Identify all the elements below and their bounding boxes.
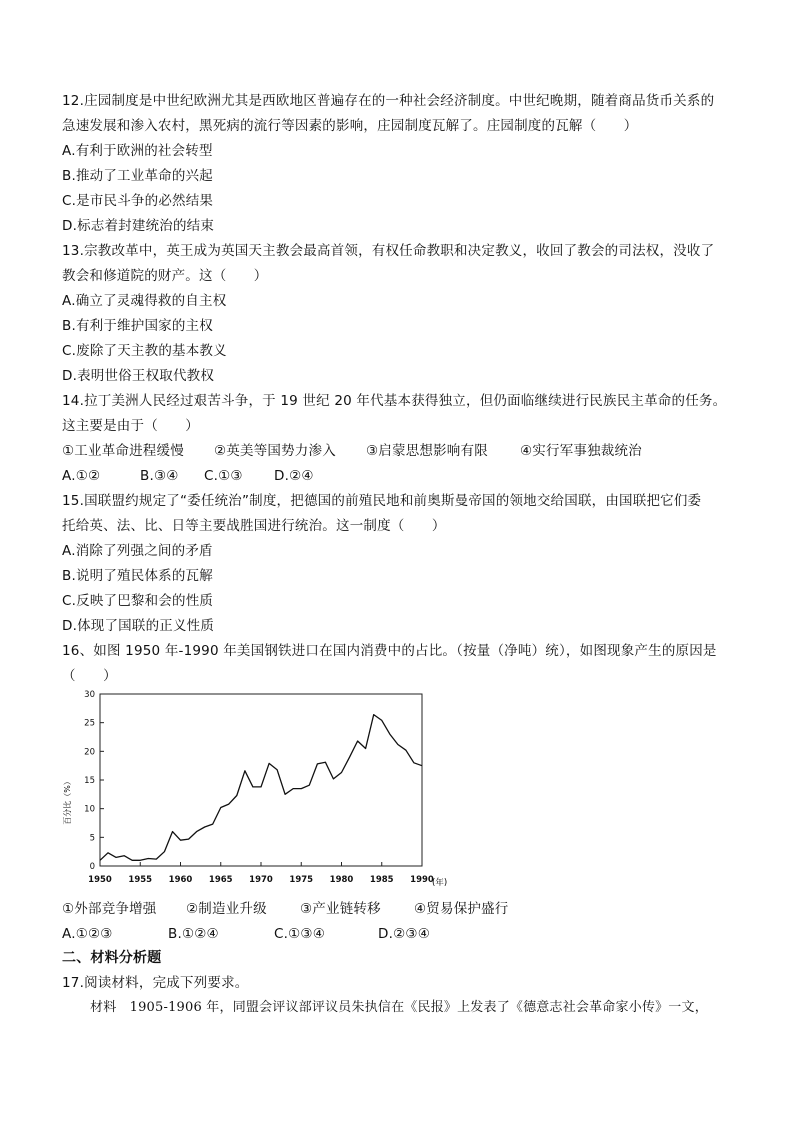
- y-tick-label: 20: [84, 747, 95, 758]
- chart-axes: [100, 694, 422, 866]
- chart-y-axis-label: 百分比（%）: [63, 777, 72, 825]
- q13-stem-line2: 教会和修道院的财产。这（ ）: [62, 268, 268, 284]
- q16-item-3: ③产业链转移: [300, 901, 381, 917]
- y-tick-label: 30: [84, 690, 95, 700]
- q14-option-d: D.②④: [274, 468, 314, 484]
- q14-item-2: ②英美等国势力渗入: [214, 443, 336, 459]
- x-tick-label: 1980: [329, 875, 354, 885]
- q16-items: [62, 900, 509, 918]
- q14-items: [62, 442, 642, 460]
- x-tick-label: 1950: [88, 875, 112, 885]
- q13-option-c: C.废除了天主教的基本教义: [62, 343, 227, 359]
- x-tick-label: 1990: [410, 875, 434, 885]
- q16-item-1: ①外部竞争增强: [62, 901, 157, 917]
- q16-option-c: C.①③④: [274, 926, 326, 942]
- y-tick-label: 10: [84, 804, 95, 815]
- y-tick-label: 5: [89, 833, 95, 844]
- q14-stem-line2: 这主要是由于（ ）: [62, 418, 199, 434]
- q17-material: 材料 1905-1906 年，同盟会评议部评议员朱执信在《民报》上发表了《德意志社会革命家小传》一文，: [90, 1000, 708, 1015]
- chart-x-axis-unit: (年): [432, 878, 448, 886]
- x-tick-label: 1985: [369, 875, 394, 885]
- chart-y-ticks: [84, 690, 104, 872]
- q15-option-d: D.体现了国联的正义性质: [62, 618, 215, 634]
- q15-option-a: A.消除了列强之间的矛盾: [62, 543, 213, 559]
- chart-plot-frame: [100, 694, 422, 866]
- chart-x-ticks: [88, 862, 434, 885]
- q16-options: [62, 925, 430, 943]
- q16-stem-line1: 16、如图 1950 年-1990 年美国钢铁进口在国内消费中的占比。（按量（净吨）统），如图现象产生的原因是: [62, 643, 717, 659]
- y-tick-label: 15: [84, 776, 95, 786]
- x-tick-label: 1965: [208, 875, 233, 885]
- x-tick-label: 1970: [249, 875, 273, 885]
- q12-option-a: A.有利于欧洲的社会转型: [62, 143, 213, 159]
- q16-item-4: ④贸易保护盛行: [414, 901, 509, 917]
- q14-option-c: C.①③: [204, 468, 243, 484]
- q14-stem-line1: 14.拉丁美洲人民经过艰苦斗争，于 19 世纪 20 年代基本获得独立，但仍面临继续进行民族民主革命的任务。: [62, 393, 727, 409]
- q14-option-b: B.③④: [140, 468, 179, 484]
- q12-option-c: C.是市民斗争的必然结果: [62, 193, 214, 209]
- y-tick-label: 25: [84, 718, 95, 729]
- q16-option-b: B.①②④: [168, 926, 219, 942]
- section-heading: 二、材料分析题: [62, 950, 162, 966]
- q15-option-b: B.说明了殖民体系的瓦解: [62, 568, 213, 584]
- q15-stem-line1: 15.国联盟约规定了“委任统治”制度，把德国的前殖民地和前奥斯曼帝国的领地交给国联，由国联把它们委: [62, 493, 702, 509]
- q13-option-a: A.确立了灵魂得救的自主权: [62, 293, 227, 309]
- q12-stem-line2: 急速发展和渗入农村，黑死病的流行等因素的影响，庄园制度瓦解了。庄园制度的瓦解（ ）: [62, 118, 638, 134]
- q17-stem: 17.阅读材料，完成下列要求。: [62, 975, 249, 991]
- chart-series: [100, 715, 422, 861]
- q14-item-3: ③启蒙思想影响有限: [366, 443, 488, 459]
- q12-option-b: B.推动了工业革命的兴起: [62, 168, 213, 184]
- series-line: [100, 715, 422, 861]
- q16-item-2: ②制造业升级: [186, 901, 267, 917]
- q15-stem-line2: 托给英、法、比、日等主要战胜国进行统治。这一制度（ ）: [62, 518, 446, 534]
- steel-import-chart: [62, 686, 462, 886]
- q13-stem-line1: 13.宗教改革中，英王成为英国天主教会最高首领，有权任命教职和决定教义，收回了教会的司法权，没收了: [62, 243, 715, 259]
- q14-item-4: ④实行军事独裁统治: [520, 443, 642, 459]
- y-tick-label: 0: [89, 862, 95, 872]
- q13-option-d: D.表明世俗王权取代教权: [62, 368, 215, 384]
- q16-option-a: A.①②③: [62, 926, 113, 942]
- q16-option-d: D.②③④: [378, 926, 430, 942]
- q14-option-a: A.①②: [62, 468, 101, 484]
- q14-item-1: ①工业革命进程缓慢: [62, 443, 184, 459]
- q12-option-d: D.标志着封建统治的结束: [62, 218, 215, 234]
- q13-option-b: B.有利于维护国家的主权: [62, 318, 213, 334]
- q14-options: [62, 467, 314, 485]
- x-tick-label: 1955: [128, 875, 153, 885]
- q12-stem-line1: 12.庄园制度是中世纪欧洲尤其是西欧地区普遍存在的一种社会经济制度。中世纪晚期，随着商品货币关系的: [62, 93, 715, 109]
- q16-stem-line2: （ ）: [62, 668, 117, 684]
- x-tick-label: 1975: [289, 875, 314, 885]
- x-tick-label: 1960: [168, 875, 193, 885]
- q15-option-c: C.反映了巴黎和会的性质: [62, 593, 214, 609]
